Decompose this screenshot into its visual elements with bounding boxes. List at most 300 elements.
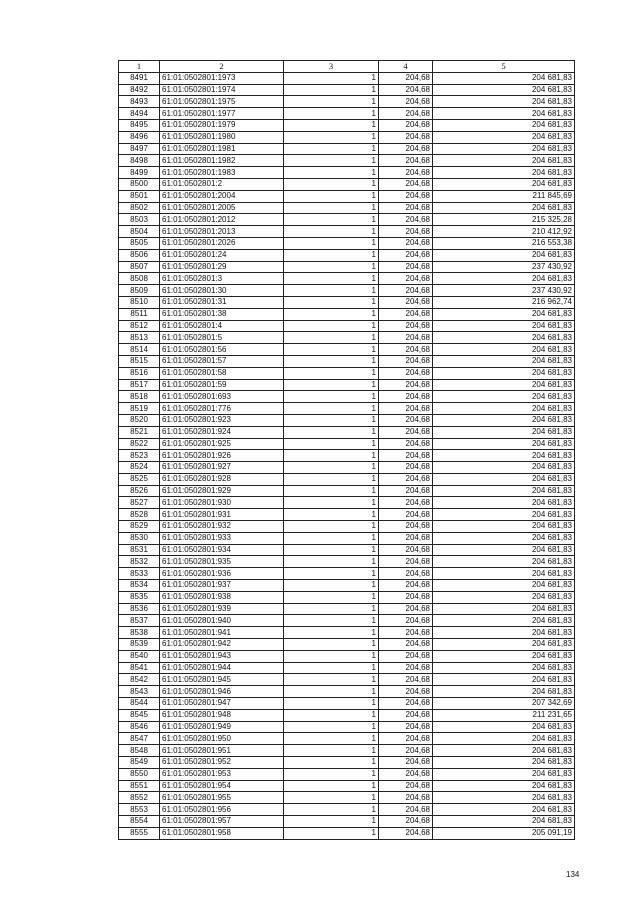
row-number-cell: 8521 xyxy=(119,426,160,438)
cadastral-number-cell: 61:01:0502801:926 xyxy=(160,450,284,462)
table-row xyxy=(119,355,575,367)
row-number-cell: 8520 xyxy=(119,414,160,426)
cadastral-number-cell: 61:01:0502801:1977 xyxy=(160,108,284,120)
cadastral-value-cell: 204 681,83 xyxy=(433,96,575,108)
quantity-cell: 1 xyxy=(284,521,379,533)
cadastral-number-cell: 61:01:0502801:931 xyxy=(160,509,284,521)
quantity-cell: 1 xyxy=(284,178,379,190)
row-number-cell: 8547 xyxy=(119,733,160,745)
cadastral-value-cell: 204 681,83 xyxy=(433,308,575,320)
cadastral-number-cell: 61:01:0502801:945 xyxy=(160,674,284,686)
table-row xyxy=(119,698,575,710)
cadastral-number-cell: 61:01:0502801:4 xyxy=(160,320,284,332)
cadastral-value-cell: 204 681,83 xyxy=(433,72,575,84)
quantity-cell: 1 xyxy=(284,96,379,108)
row-number-cell: 8552 xyxy=(119,792,160,804)
cadastral-value-cell: 204 681,83 xyxy=(433,721,575,733)
cadastral-value-cell: 204 681,83 xyxy=(433,473,575,485)
table-row xyxy=(119,450,575,462)
cadastral-value-cell: 204 681,83 xyxy=(433,155,575,167)
rate-cell: 204,68 xyxy=(379,84,433,96)
row-number-cell: 8541 xyxy=(119,662,160,674)
cadastral-number-cell: 61:01:0502801:952 xyxy=(160,757,284,769)
cadastral-number-cell: 61:01:0502801:941 xyxy=(160,627,284,639)
table-row xyxy=(119,485,575,497)
row-number-cell: 8534 xyxy=(119,580,160,592)
quantity-cell: 1 xyxy=(284,580,379,592)
table-row xyxy=(119,650,575,662)
cadastral-number-cell: 61:01:0502801:1983 xyxy=(160,167,284,179)
rate-cell: 204,68 xyxy=(379,733,433,745)
row-number-cell: 8537 xyxy=(119,615,160,627)
rate-cell: 204,68 xyxy=(379,639,433,651)
quantity-cell: 1 xyxy=(284,308,379,320)
cadastral-value-cell: 204 681,83 xyxy=(433,627,575,639)
rate-cell: 204,68 xyxy=(379,544,433,556)
cadastral-value-cell: 204 681,83 xyxy=(433,662,575,674)
rate-cell: 204,68 xyxy=(379,509,433,521)
table-row xyxy=(119,639,575,651)
table-row xyxy=(119,780,575,792)
row-number-cell: 8533 xyxy=(119,568,160,580)
row-number-cell: 8507 xyxy=(119,261,160,273)
cadastral-value-cell: 204 681,83 xyxy=(433,591,575,603)
row-number-cell: 8499 xyxy=(119,167,160,179)
row-number-cell: 8509 xyxy=(119,285,160,297)
cadastral-value-cell: 216 553,38 xyxy=(433,237,575,249)
rate-cell: 204,68 xyxy=(379,108,433,120)
quantity-cell: 1 xyxy=(284,792,379,804)
row-number-cell: 8514 xyxy=(119,344,160,356)
cadastral-number-cell: 61:01:0502801:1973 xyxy=(160,72,284,84)
cadastral-number-cell: 61:01:0502801:930 xyxy=(160,497,284,509)
table-row xyxy=(119,178,575,190)
quantity-cell: 1 xyxy=(284,237,379,249)
cadastral-value-cell: 204 681,83 xyxy=(433,792,575,804)
quantity-cell: 1 xyxy=(284,721,379,733)
cadastral-value-cell: 204 681,83 xyxy=(433,355,575,367)
cadastral-value-cell: 204 681,83 xyxy=(433,544,575,556)
cadastral-value-cell: 204 681,83 xyxy=(433,521,575,533)
cadastral-number-cell: 61:01:0502801:938 xyxy=(160,591,284,603)
rate-cell: 204,68 xyxy=(379,615,433,627)
cadastral-value-cell: 204 681,83 xyxy=(433,674,575,686)
cadastral-number-cell: 61:01:0502801:932 xyxy=(160,521,284,533)
cadastral-value-cell: 204 681,83 xyxy=(433,320,575,332)
cadastral-value-cell: 216 962,74 xyxy=(433,296,575,308)
cadastral-number-cell: 61:01:0502801:951 xyxy=(160,745,284,757)
cadastral-number-cell: 61:01:0502801:58 xyxy=(160,367,284,379)
quantity-cell: 1 xyxy=(284,367,379,379)
cadastral-value-cell: 204 681,83 xyxy=(433,119,575,131)
rate-cell: 204,68 xyxy=(379,308,433,320)
rate-cell: 204,68 xyxy=(379,143,433,155)
cadastral-number-cell: 61:01:0502801:1980 xyxy=(160,131,284,143)
quantity-cell: 1 xyxy=(284,261,379,273)
cadastral-value-cell: 205 091,19 xyxy=(433,827,575,839)
table-row xyxy=(119,167,575,179)
table-row xyxy=(119,273,575,285)
row-number-cell: 8518 xyxy=(119,391,160,403)
table-row xyxy=(119,827,575,839)
row-number-cell: 8523 xyxy=(119,450,160,462)
cadastral-number-cell: 61:01:0502801:949 xyxy=(160,721,284,733)
table-row xyxy=(119,237,575,249)
table-row xyxy=(119,190,575,202)
cadastral-number-cell: 61:01:0502801:2013 xyxy=(160,226,284,238)
row-number-cell: 8512 xyxy=(119,320,160,332)
rate-cell: 204,68 xyxy=(379,568,433,580)
row-number-cell: 8536 xyxy=(119,603,160,615)
cadastral-number-cell: 61:01:0502801:2004 xyxy=(160,190,284,202)
cadastral-value-cell: 204 681,83 xyxy=(433,639,575,651)
table-row xyxy=(119,308,575,320)
rate-cell: 204,68 xyxy=(379,686,433,698)
cadastral-number-cell: 61:01:0502801:30 xyxy=(160,285,284,297)
table-row xyxy=(119,603,575,615)
cadastral-number-cell: 61:01:0502801:954 xyxy=(160,780,284,792)
cadastral-number-cell: 61:01:0502801:924 xyxy=(160,426,284,438)
cadastral-number-cell: 61:01:0502801:2026 xyxy=(160,237,284,249)
table-row xyxy=(119,757,575,769)
cadastral-number-cell: 61:01:0502801:950 xyxy=(160,733,284,745)
cadastral-value-cell: 204 681,83 xyxy=(433,462,575,474)
cadastral-value-cell: 204 681,83 xyxy=(433,686,575,698)
quantity-cell: 1 xyxy=(284,745,379,757)
row-number-cell: 8504 xyxy=(119,226,160,238)
table-row xyxy=(119,320,575,332)
row-number-cell: 8508 xyxy=(119,273,160,285)
row-number-cell: 8529 xyxy=(119,521,160,533)
quantity-cell: 1 xyxy=(284,379,379,391)
table-row xyxy=(119,96,575,108)
rate-cell: 204,68 xyxy=(379,226,433,238)
cadastral-value-cell: 204 681,83 xyxy=(433,391,575,403)
cadastral-number-cell: 61:01:0502801:59 xyxy=(160,379,284,391)
table-row xyxy=(119,403,575,415)
rate-cell: 204,68 xyxy=(379,745,433,757)
row-number-cell: 8506 xyxy=(119,249,160,261)
cadastral-number-cell: 61:01:0502801:958 xyxy=(160,827,284,839)
row-number-cell: 8553 xyxy=(119,804,160,816)
rate-cell: 204,68 xyxy=(379,119,433,131)
table-row xyxy=(119,155,575,167)
row-number-cell: 8519 xyxy=(119,403,160,415)
table-row xyxy=(119,627,575,639)
table-row xyxy=(119,285,575,297)
rate-cell: 204,68 xyxy=(379,709,433,721)
row-number-cell: 8503 xyxy=(119,214,160,226)
rate-cell: 204,68 xyxy=(379,296,433,308)
cadastral-value-cell: 204 681,83 xyxy=(433,804,575,816)
quantity-cell: 1 xyxy=(284,639,379,651)
table-row xyxy=(119,226,575,238)
rate-cell: 204,68 xyxy=(379,355,433,367)
quantity-cell: 1 xyxy=(284,226,379,238)
quantity-cell: 1 xyxy=(284,650,379,662)
quantity-cell: 1 xyxy=(284,497,379,509)
quantity-cell: 1 xyxy=(284,190,379,202)
table-row xyxy=(119,438,575,450)
cadastral-number-cell: 61:01:0502801:957 xyxy=(160,816,284,828)
quantity-cell: 1 xyxy=(284,143,379,155)
rate-cell: 204,68 xyxy=(379,816,433,828)
table-row xyxy=(119,497,575,509)
cadastral-value-cell: 204 681,83 xyxy=(433,143,575,155)
row-number-cell: 8515 xyxy=(119,355,160,367)
table-row xyxy=(119,391,575,403)
row-number-cell: 8516 xyxy=(119,367,160,379)
cadastral-number-cell: 61:01:0502801:2 xyxy=(160,178,284,190)
quantity-cell: 1 xyxy=(284,391,379,403)
rate-cell: 204,68 xyxy=(379,332,433,344)
row-number-cell: 8500 xyxy=(119,178,160,190)
rate-cell: 204,68 xyxy=(379,804,433,816)
row-number-cell: 8505 xyxy=(119,237,160,249)
table-row xyxy=(119,367,575,379)
quantity-cell: 1 xyxy=(284,438,379,450)
quantity-cell: 1 xyxy=(284,72,379,84)
cadastral-number-cell: 61:01:0502801:923 xyxy=(160,414,284,426)
table-row xyxy=(119,379,575,391)
table-row xyxy=(119,119,575,131)
cadastral-value-cell: 204 681,83 xyxy=(433,344,575,356)
row-number-cell: 8544 xyxy=(119,698,160,710)
rate-cell: 204,68 xyxy=(379,273,433,285)
table-row xyxy=(119,332,575,344)
rate-cell: 204,68 xyxy=(379,591,433,603)
rate-cell: 204,68 xyxy=(379,379,433,391)
quantity-cell: 1 xyxy=(284,816,379,828)
rate-cell: 204,68 xyxy=(379,698,433,710)
cadastral-value-cell: 210 412,92 xyxy=(433,226,575,238)
cadastral-number-cell: 61:01:0502801:24 xyxy=(160,249,284,261)
cadastral-number-cell: 61:01:0502801:2005 xyxy=(160,202,284,214)
table-row xyxy=(119,745,575,757)
table-row xyxy=(119,768,575,780)
cadastral-number-cell: 61:01:0502801:1975 xyxy=(160,96,284,108)
cadastral-number-cell: 61:01:0502801:946 xyxy=(160,686,284,698)
table-row xyxy=(119,615,575,627)
cadastral-value-cell: 204 681,83 xyxy=(433,367,575,379)
quantity-cell: 1 xyxy=(284,355,379,367)
cadastral-value-cell: 204 681,83 xyxy=(433,615,575,627)
quantity-cell: 1 xyxy=(284,686,379,698)
quantity-cell: 1 xyxy=(284,532,379,544)
table-row xyxy=(119,344,575,356)
table-row xyxy=(119,84,575,96)
rate-cell: 204,68 xyxy=(379,285,433,297)
rate-cell: 204,68 xyxy=(379,403,433,415)
rate-cell: 204,68 xyxy=(379,521,433,533)
row-number-cell: 8546 xyxy=(119,721,160,733)
quantity-cell: 1 xyxy=(284,827,379,839)
table-row xyxy=(119,426,575,438)
table-row xyxy=(119,804,575,816)
rate-cell: 204,68 xyxy=(379,768,433,780)
row-number-cell: 8530 xyxy=(119,532,160,544)
table-header-row xyxy=(119,61,575,73)
rate-cell: 204,68 xyxy=(379,261,433,273)
cadastral-number-cell: 61:01:0502801:947 xyxy=(160,698,284,710)
row-number-cell: 8493 xyxy=(119,96,160,108)
table-row xyxy=(119,721,575,733)
rate-cell: 204,68 xyxy=(379,214,433,226)
table-body xyxy=(119,72,575,839)
row-number-cell: 8511 xyxy=(119,308,160,320)
cadastral-number-cell: 61:01:0502801:1979 xyxy=(160,119,284,131)
row-number-cell: 8517 xyxy=(119,379,160,391)
cadastral-value-cell: 204 681,83 xyxy=(433,497,575,509)
cadastral-value-cell: 204 681,83 xyxy=(433,167,575,179)
quantity-cell: 1 xyxy=(284,603,379,615)
table-row xyxy=(119,556,575,568)
cadastral-value-cell: 204 681,83 xyxy=(433,532,575,544)
column-header-4: 4 xyxy=(379,61,433,73)
quantity-cell: 1 xyxy=(284,780,379,792)
quantity-cell: 1 xyxy=(284,733,379,745)
rate-cell: 204,68 xyxy=(379,721,433,733)
cadastral-value-cell: 211 845,69 xyxy=(433,190,575,202)
cadastral-number-cell: 61:01:0502801:29 xyxy=(160,261,284,273)
row-number-cell: 8551 xyxy=(119,780,160,792)
cadastral-number-cell: 61:01:0502801:56 xyxy=(160,344,284,356)
quantity-cell: 1 xyxy=(284,509,379,521)
quantity-cell: 1 xyxy=(284,167,379,179)
row-number-cell: 8538 xyxy=(119,627,160,639)
row-number-cell: 8513 xyxy=(119,332,160,344)
cadastral-value-cell: 204 681,83 xyxy=(433,450,575,462)
row-number-cell: 8497 xyxy=(119,143,160,155)
quantity-cell: 1 xyxy=(284,155,379,167)
cadastral-number-cell: 61:01:0502801:942 xyxy=(160,639,284,651)
rate-cell: 204,68 xyxy=(379,202,433,214)
rate-cell: 204,68 xyxy=(379,96,433,108)
table-row xyxy=(119,568,575,580)
row-number-cell: 8527 xyxy=(119,497,160,509)
cadastral-number-cell: 61:01:0502801:693 xyxy=(160,391,284,403)
quantity-cell: 1 xyxy=(284,84,379,96)
cadastral-number-cell: 61:01:0502801:936 xyxy=(160,568,284,580)
cadastral-value-cell: 204 681,83 xyxy=(433,438,575,450)
rate-cell: 204,68 xyxy=(379,178,433,190)
quantity-cell: 1 xyxy=(284,249,379,261)
row-number-cell: 8543 xyxy=(119,686,160,698)
cadastral-value-cell: 204 681,83 xyxy=(433,745,575,757)
cadastral-number-cell: 61:01:0502801:955 xyxy=(160,792,284,804)
cadastral-value-cell: 204 681,83 xyxy=(433,568,575,580)
rate-cell: 204,68 xyxy=(379,792,433,804)
table-row xyxy=(119,733,575,745)
cadastral-value-cell: 204 681,83 xyxy=(433,733,575,745)
rate-cell: 204,68 xyxy=(379,426,433,438)
rate-cell: 204,68 xyxy=(379,662,433,674)
quantity-cell: 1 xyxy=(284,591,379,603)
cadastral-number-cell: 61:01:0502801:939 xyxy=(160,603,284,615)
cadastral-value-cell: 204 681,83 xyxy=(433,414,575,426)
rate-cell: 204,68 xyxy=(379,367,433,379)
cadastral-value-cell: 204 681,83 xyxy=(433,768,575,780)
quantity-cell: 1 xyxy=(284,344,379,356)
cadastral-number-cell: 61:01:0502801:943 xyxy=(160,650,284,662)
cadastral-value-cell: 204 681,83 xyxy=(433,249,575,261)
cadastral-number-cell: 61:01:0502801:953 xyxy=(160,768,284,780)
quantity-cell: 1 xyxy=(284,296,379,308)
cadastral-number-cell: 61:01:0502801:1981 xyxy=(160,143,284,155)
cadastral-number-cell: 61:01:0502801:928 xyxy=(160,473,284,485)
row-number-cell: 8498 xyxy=(119,155,160,167)
rate-cell: 204,68 xyxy=(379,603,433,615)
row-number-cell: 8550 xyxy=(119,768,160,780)
column-header-5: 5 xyxy=(433,61,575,73)
rate-cell: 204,68 xyxy=(379,249,433,261)
row-number-cell: 8526 xyxy=(119,485,160,497)
quantity-cell: 1 xyxy=(284,450,379,462)
cadastral-number-cell: 61:01:0502801:2012 xyxy=(160,214,284,226)
cadastral-number-cell: 61:01:0502801:940 xyxy=(160,615,284,627)
table-row xyxy=(119,202,575,214)
row-number-cell: 8531 xyxy=(119,544,160,556)
table-row xyxy=(119,473,575,485)
cadastral-value-cell: 204 681,83 xyxy=(433,603,575,615)
rate-cell: 204,68 xyxy=(379,72,433,84)
quantity-cell: 1 xyxy=(284,674,379,686)
cadastral-value-cell: 204 681,83 xyxy=(433,403,575,415)
rate-cell: 204,68 xyxy=(379,650,433,662)
cadastral-number-cell: 61:01:0502801:776 xyxy=(160,403,284,415)
quantity-cell: 1 xyxy=(284,568,379,580)
quantity-cell: 1 xyxy=(284,131,379,143)
row-number-cell: 8539 xyxy=(119,639,160,651)
row-number-cell: 8495 xyxy=(119,119,160,131)
table-row xyxy=(119,462,575,474)
cadastral-value-cell: 204 681,83 xyxy=(433,273,575,285)
quantity-cell: 1 xyxy=(284,214,379,226)
cadastral-number-cell: 61:01:0502801:956 xyxy=(160,804,284,816)
rate-cell: 204,68 xyxy=(379,320,433,332)
rate-cell: 204,68 xyxy=(379,462,433,474)
quantity-cell: 1 xyxy=(284,544,379,556)
quantity-cell: 1 xyxy=(284,473,379,485)
table-row xyxy=(119,674,575,686)
table-row xyxy=(119,591,575,603)
cadastral-value-cell: 215 325,28 xyxy=(433,214,575,226)
row-number-cell: 8548 xyxy=(119,745,160,757)
cadastral-value-cell: 204 681,83 xyxy=(433,84,575,96)
row-number-cell: 8492 xyxy=(119,84,160,96)
row-number-cell: 8532 xyxy=(119,556,160,568)
cadastral-value-cell: 204 681,83 xyxy=(433,485,575,497)
rate-cell: 204,68 xyxy=(379,473,433,485)
table-row xyxy=(119,709,575,721)
quantity-cell: 1 xyxy=(284,804,379,816)
quantity-cell: 1 xyxy=(284,698,379,710)
cadastral-number-cell: 61:01:0502801:927 xyxy=(160,462,284,474)
table-row xyxy=(119,261,575,273)
quantity-cell: 1 xyxy=(284,426,379,438)
quantity-cell: 1 xyxy=(284,273,379,285)
cadastral-value-cell: 204 681,83 xyxy=(433,580,575,592)
quantity-cell: 1 xyxy=(284,320,379,332)
row-number-cell: 8494 xyxy=(119,108,160,120)
table-row xyxy=(119,521,575,533)
rate-cell: 204,68 xyxy=(379,344,433,356)
row-number-cell: 8540 xyxy=(119,650,160,662)
quantity-cell: 1 xyxy=(284,757,379,769)
rate-cell: 204,68 xyxy=(379,438,433,450)
cadastral-value-cell: 204 681,83 xyxy=(433,202,575,214)
row-number-cell: 8524 xyxy=(119,462,160,474)
